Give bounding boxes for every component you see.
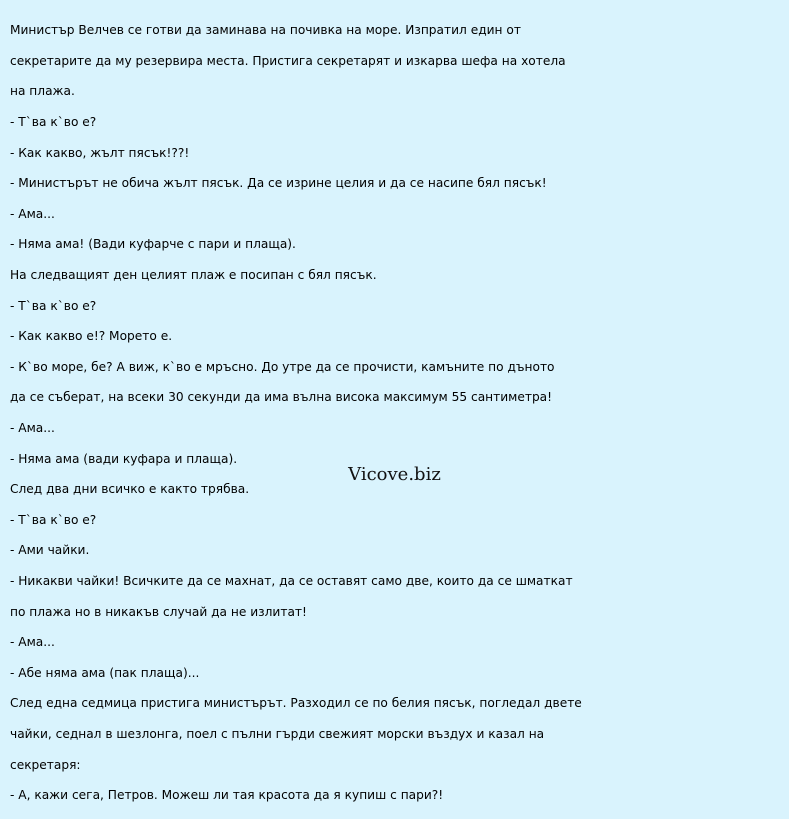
- joke-line: секретаря:: [10, 757, 81, 772]
- joke-line: Министър Велчев се готви да заминава на почивка на море. Изпратил един от: [10, 23, 521, 38]
- joke-line: - Никакви чайки! Всичките да се махнат, да се оставят само две, които да се шматкат: [10, 573, 573, 588]
- joke-line: - Т`ва к`во е?: [10, 115, 97, 130]
- joke-line: по плажа но в никакъв случай да не излитат!: [10, 604, 307, 619]
- joke-line: секретарите да му резервира места. Пристига секретарят и изкарва шефа на хотела: [10, 53, 566, 68]
- joke-line: - Няма ама! (Вади куфарче с пари и плаща).: [10, 237, 296, 252]
- joke-line: На следващият ден целият плаж е посипан с бял пясък.: [10, 268, 377, 283]
- joke-line: - Министърът не обича жълт пясък. Да се изрине целия и да се насипе бял пясък!: [10, 176, 547, 191]
- joke-line: - Ами чайки.: [10, 543, 90, 558]
- site-watermark: Vicove.biz: [348, 464, 441, 485]
- joke-line: на плажа.: [10, 84, 75, 99]
- joke-line: - Ама...: [10, 421, 55, 436]
- joke-line: След два дни всичко е както трябва.: [10, 482, 250, 497]
- joke-line: - Няма ама (вади куфара и плаща).: [10, 451, 238, 466]
- joke-line: - Т`ва к`во е?: [10, 512, 97, 527]
- joke-line: да се съберат, на всеки 30 секунди да има вълна висока максимум 55 сантиметра!: [10, 390, 553, 405]
- joke-line: - Абе няма ама (пак плаща)...: [10, 665, 200, 680]
- joke-line: чайки, седнал в шезлонга, поел с пълни гърди свежият морски въздух и казал на: [10, 726, 545, 741]
- joke-line: - К`во море, бе? А виж, к`во е мръсно. До утре да се прочисти, камъните по дъното: [10, 359, 555, 374]
- joke-line: - Ама...: [10, 206, 55, 221]
- joke-text: [10, 8, 782, 819]
- joke-line: След една седмица пристига министърът. Разходил се по белия пясък, погледал двете: [10, 696, 582, 711]
- joke-line: - А, кажи сега, Петров. Можеш ли тая красота да я купиш с пари?!: [10, 788, 444, 803]
- joke-line: - Ама...: [10, 635, 55, 650]
- joke-line: - Как какво, жълт пясък!??!: [10, 145, 190, 160]
- joke-line: - Как какво е!? Морето е.: [10, 329, 173, 344]
- joke-line: - Т`ва к`во е?: [10, 298, 97, 313]
